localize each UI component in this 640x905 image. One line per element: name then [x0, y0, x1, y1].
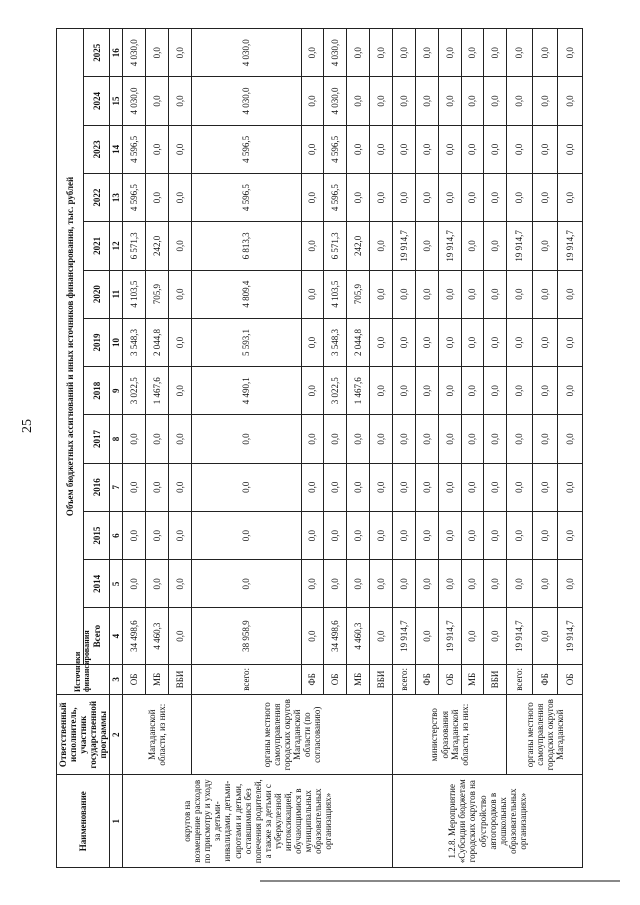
amount-cell: 0,0 [484, 222, 507, 270]
amount-cell: 0,0 [415, 270, 438, 318]
amount-cell: 0,0 [393, 173, 416, 221]
amount-cell: 19 914,7 [557, 608, 582, 664]
amount-cell: 0,0 [324, 560, 347, 608]
amount-cell: 0,0 [324, 463, 347, 511]
amount-cell: 0,0 [532, 173, 557, 221]
amount-cell: 0,0 [415, 77, 438, 125]
amount-cell: 0,0 [507, 367, 532, 415]
amount-cell: 0,0 [123, 415, 146, 463]
amount-cell: 34 498,6 [324, 608, 347, 664]
rotated-table-container [56, 28, 575, 868]
amount-cell: 0,0 [557, 560, 582, 608]
amount-cell: 0,0 [324, 511, 347, 559]
amount-cell: 0,0 [370, 29, 393, 77]
amount-cell: 0,0 [438, 29, 461, 77]
amount-cell: 5 593,1 [192, 318, 302, 366]
amount-cell: 0,0 [438, 560, 461, 608]
column-number: 11 [110, 270, 123, 318]
amount-cell: 0,0 [370, 560, 393, 608]
amount-cell: 4 596,5 [192, 125, 302, 173]
amount-cell: 6 813,3 [192, 222, 302, 270]
amount-cell: 0,0 [461, 270, 484, 318]
amount-cell: 0,0 [557, 125, 582, 173]
amount-cell: 0,0 [192, 511, 302, 559]
amount-cell: 19 914,7 [507, 222, 532, 270]
amount-cell: 0,0 [415, 125, 438, 173]
amount-cell: 0,0 [169, 560, 192, 608]
table-row [123, 29, 146, 868]
amount-cell: 242,0 [146, 222, 169, 270]
amount-cell: 3 548,3 [324, 318, 347, 366]
amount-cell: 6 571,3 [324, 222, 347, 270]
amount-cell: 0,0 [301, 318, 324, 366]
amount-cell: 0,0 [461, 608, 484, 664]
amount-cell: 0,0 [393, 270, 416, 318]
table-row [507, 29, 532, 868]
financing-source: ВБИ [370, 664, 393, 694]
amount-cell: 0,0 [192, 463, 302, 511]
amount-cell: 0,0 [532, 222, 557, 270]
amount-cell: 3 022,5 [123, 367, 146, 415]
header-year: 2025 [83, 29, 110, 77]
amount-cell: 705,9 [146, 270, 169, 318]
amount-cell: 0,0 [415, 222, 438, 270]
amount-cell: 0,0 [532, 463, 557, 511]
column-number: 4 [110, 608, 123, 664]
amount-cell: 0,0 [484, 511, 507, 559]
header-year: 2019 [83, 318, 110, 366]
amount-cell: 0,0 [532, 511, 557, 559]
amount-cell: 1 467,6 [347, 367, 370, 415]
executor: Магаданской области, из них: [123, 694, 192, 774]
amount-cell: 4 030,0 [123, 77, 146, 125]
measure-name: 1.2.8. Мероприятие «Субсидии бюджетам городских округов на обустройство автогородков в дошкольных образовательных организациях» [393, 775, 583, 868]
financing-source: МБ [146, 664, 169, 694]
amount-cell: 0,0 [393, 29, 416, 77]
financing-source: всего: [507, 664, 532, 694]
financing-table [56, 28, 583, 868]
amount-cell: 0,0 [438, 125, 461, 173]
amount-cell: 0,0 [507, 29, 532, 77]
amount-cell: 0,0 [557, 29, 582, 77]
amount-cell: 0,0 [461, 29, 484, 77]
amount-cell: 0,0 [415, 173, 438, 221]
amount-cell: 0,0 [370, 318, 393, 366]
amount-cell: 0,0 [415, 415, 438, 463]
amount-cell: 0,0 [370, 222, 393, 270]
amount-cell: 0,0 [532, 270, 557, 318]
amount-cell: 0,0 [146, 511, 169, 559]
financing-source: ФБ [415, 664, 438, 694]
amount-cell: 0,0 [146, 173, 169, 221]
executor: органы местного самоуправления городских округов Магаданской [507, 694, 583, 774]
header-year: 2021 [83, 222, 110, 270]
amount-cell: 0,0 [169, 608, 192, 664]
amount-cell: 0,0 [532, 560, 557, 608]
amount-cell: 34 498,6 [123, 608, 146, 664]
table-head [57, 29, 123, 868]
amount-cell: 0,0 [370, 511, 393, 559]
amount-cell: 0,0 [461, 463, 484, 511]
amount-cell: 0,0 [557, 173, 582, 221]
amount-cell: 0,0 [438, 318, 461, 366]
amount-cell: 0,0 [532, 415, 557, 463]
amount-cell: 0,0 [393, 560, 416, 608]
amount-cell: 0,0 [347, 415, 370, 463]
amount-cell: 0,0 [301, 560, 324, 608]
header-year: 2023 [83, 125, 110, 173]
amount-cell: 0,0 [169, 415, 192, 463]
amount-cell: 0,0 [532, 367, 557, 415]
column-number: 14 [110, 125, 123, 173]
amount-cell: 242,0 [347, 222, 370, 270]
scan-edge-line [260, 880, 620, 882]
amount-cell: 0,0 [461, 318, 484, 366]
column-number: 9 [110, 367, 123, 415]
column-number: 15 [110, 77, 123, 125]
amount-cell: 0,0 [393, 125, 416, 173]
amount-cell: 0,0 [557, 318, 582, 366]
amount-cell: 0,0 [557, 367, 582, 415]
header-name: Наименование [57, 775, 110, 868]
amount-cell: 0,0 [123, 463, 146, 511]
amount-cell: 0,0 [324, 415, 347, 463]
amount-cell: 0,0 [301, 222, 324, 270]
amount-cell: 0,0 [557, 463, 582, 511]
financing-source: ОБ [123, 664, 146, 694]
amount-cell: 0,0 [301, 29, 324, 77]
header-year: 2020 [83, 270, 110, 318]
amount-cell: 0,0 [484, 318, 507, 366]
amount-cell: 0,0 [438, 77, 461, 125]
amount-cell: 0,0 [301, 125, 324, 173]
amount-cell: 0,0 [557, 77, 582, 125]
amount-cell: 0,0 [507, 560, 532, 608]
financing-source: МБ [461, 664, 484, 694]
financing-source: ВБИ [484, 664, 507, 694]
amount-cell: 0,0 [347, 560, 370, 608]
amount-cell: 0,0 [169, 77, 192, 125]
amount-cell: 0,0 [484, 125, 507, 173]
amount-cell: 0,0 [347, 77, 370, 125]
header-executor: Ответственный исполнитель, участник государственной программы [57, 694, 110, 774]
amount-cell: 0,0 [370, 608, 393, 664]
amount-cell: 4 030,0 [324, 29, 347, 77]
amount-cell: 0,0 [438, 173, 461, 221]
amount-cell: 0,0 [532, 318, 557, 366]
amount-cell: 0,0 [484, 463, 507, 511]
amount-cell: 0,0 [347, 173, 370, 221]
column-number: 7 [110, 463, 123, 511]
amount-cell: 0,0 [415, 511, 438, 559]
financing-source: ВБИ [169, 664, 192, 694]
amount-cell: 0,0 [438, 270, 461, 318]
amount-cell: 19 914,7 [438, 222, 461, 270]
amount-cell: 19 914,7 [507, 608, 532, 664]
amount-cell: 0,0 [301, 173, 324, 221]
financing-source: МБ [347, 664, 370, 694]
amount-cell: 0,0 [507, 125, 532, 173]
amount-cell: 0,0 [370, 367, 393, 415]
amount-cell: 0,0 [146, 77, 169, 125]
amount-cell: 0,0 [461, 511, 484, 559]
amount-cell: 0,0 [532, 608, 557, 664]
amount-cell: 4 460,3 [347, 608, 370, 664]
amount-cell: 2 044,8 [347, 318, 370, 366]
amount-cell: 705,9 [347, 270, 370, 318]
amount-cell: 0,0 [169, 511, 192, 559]
amount-cell: 3 548,3 [123, 318, 146, 366]
amount-cell: 0,0 [123, 560, 146, 608]
amount-cell: 0,0 [484, 608, 507, 664]
measure-name: округов на возмещение расходов по присмотру и уходу за детьми-инвалидами, детьми-сиротами и детьми, оставшимися без попечения родителей, а также за детьми с туберкулезной интоксикацией, обучающимися в муниципальных образовательных организациях» [123, 775, 393, 868]
header-year: 2016 [83, 463, 110, 511]
financing-source: ОБ [324, 664, 347, 694]
financing-source: ОБ [557, 664, 582, 694]
executor: министерство образования Магаданской области, из них: [393, 694, 507, 774]
amount-cell: 0,0 [192, 560, 302, 608]
header-year: 2015 [83, 511, 110, 559]
amount-cell: 0,0 [507, 415, 532, 463]
amount-cell: 4 596,5 [123, 125, 146, 173]
column-number: 10 [110, 318, 123, 366]
amount-cell: 0,0 [146, 415, 169, 463]
financing-source: ФБ [301, 664, 324, 694]
amount-cell: 0,0 [415, 367, 438, 415]
amount-cell: 0,0 [507, 77, 532, 125]
amount-cell: 19 914,7 [393, 608, 416, 664]
amount-cell: 0,0 [484, 367, 507, 415]
amount-cell: 0,0 [393, 367, 416, 415]
column-number: 13 [110, 173, 123, 221]
amount-cell: 0,0 [484, 270, 507, 318]
amount-cell: 0,0 [484, 29, 507, 77]
amount-cell: 19 914,7 [557, 222, 582, 270]
amount-cell: 0,0 [301, 270, 324, 318]
amount-cell: 0,0 [393, 511, 416, 559]
header-total: Всего [83, 608, 110, 664]
amount-cell: 4 596,5 [123, 173, 146, 221]
amount-cell: 4 030,0 [192, 29, 302, 77]
amount-cell: 2 044,8 [146, 318, 169, 366]
amount-cell: 0,0 [146, 125, 169, 173]
amount-cell: 0,0 [507, 318, 532, 366]
amount-cell: 0,0 [169, 29, 192, 77]
amount-cell: 0,0 [169, 125, 192, 173]
amount-cell: 1 467,6 [146, 367, 169, 415]
amount-cell: 4 596,5 [324, 173, 347, 221]
amount-cell: 0,0 [532, 125, 557, 173]
amount-cell: 0,0 [461, 560, 484, 608]
column-number: 2 [110, 694, 123, 774]
amount-cell: 0,0 [169, 318, 192, 366]
amount-cell: 0,0 [415, 318, 438, 366]
amount-cell: 0,0 [532, 29, 557, 77]
amount-cell: 0,0 [415, 608, 438, 664]
amount-cell: 0,0 [370, 173, 393, 221]
amount-cell: 0,0 [532, 77, 557, 125]
amount-cell: 0,0 [301, 608, 324, 664]
amount-cell: 0,0 [393, 415, 416, 463]
amount-cell: 0,0 [169, 463, 192, 511]
column-number: 8 [110, 415, 123, 463]
amount-cell: 0,0 [438, 511, 461, 559]
amount-cell: 0,0 [393, 463, 416, 511]
amount-cell: 0,0 [484, 560, 507, 608]
table-row [192, 29, 302, 868]
page-number: 25 [20, 419, 35, 433]
amount-cell: 4 809,4 [192, 270, 302, 318]
amount-cell: 0,0 [301, 511, 324, 559]
amount-cell: 4 030,0 [324, 77, 347, 125]
column-number: 3 [110, 664, 123, 694]
amount-cell: 0,0 [438, 367, 461, 415]
financing-source: всего: [192, 664, 302, 694]
amount-cell: 4 460,3 [146, 608, 169, 664]
amount-cell: 0,0 [415, 463, 438, 511]
amount-cell: 0,0 [169, 367, 192, 415]
amount-cell: 0,0 [370, 415, 393, 463]
amount-cell: 0,0 [123, 511, 146, 559]
amount-cell: 0,0 [484, 77, 507, 125]
amount-cell: 0,0 [461, 367, 484, 415]
amount-cell: 0,0 [370, 125, 393, 173]
financing-source: ФБ [532, 664, 557, 694]
amount-cell: 0,0 [301, 463, 324, 511]
column-number: 6 [110, 511, 123, 559]
amount-cell: 0,0 [370, 270, 393, 318]
amount-cell: 0,0 [461, 77, 484, 125]
amount-cell: 0,0 [484, 173, 507, 221]
amount-cell: 0,0 [557, 415, 582, 463]
amount-cell: 0,0 [461, 173, 484, 221]
amount-cell: 0,0 [301, 367, 324, 415]
amount-cell: 0,0 [461, 222, 484, 270]
amount-cell: 0,0 [146, 463, 169, 511]
amount-cell: 4 490,1 [192, 367, 302, 415]
amount-cell: 0,0 [347, 463, 370, 511]
column-number: 16 [110, 29, 123, 77]
header-source: Источники финансирования [57, 664, 110, 694]
header-year: 2024 [83, 77, 110, 125]
column-number: 5 [110, 560, 123, 608]
amount-cell: 0,0 [393, 77, 416, 125]
amount-cell: 38 958,9 [192, 608, 302, 664]
amount-cell: 0,0 [415, 29, 438, 77]
amount-cell: 0,0 [347, 125, 370, 173]
amount-cell: 4 030,0 [123, 29, 146, 77]
amount-cell: 0,0 [370, 463, 393, 511]
amount-cell: 19 914,7 [438, 608, 461, 664]
financing-source: ОБ [438, 664, 461, 694]
amount-cell: 4 596,5 [192, 173, 302, 221]
amount-cell: 3 022,5 [324, 367, 347, 415]
amount-cell: 0,0 [461, 415, 484, 463]
header-year: 2018 [83, 367, 110, 415]
amount-cell: 0,0 [415, 560, 438, 608]
amount-cell: 0,0 [146, 560, 169, 608]
amount-cell: 0,0 [393, 318, 416, 366]
amount-cell: 4 596,5 [324, 125, 347, 173]
amount-cell: 0,0 [557, 511, 582, 559]
amount-cell: 0,0 [347, 511, 370, 559]
amount-cell: 0,0 [507, 463, 532, 511]
amount-cell: 0,0 [438, 415, 461, 463]
column-number: 1 [110, 775, 123, 868]
amount-cell: 0,0 [461, 125, 484, 173]
amount-cell: 0,0 [484, 415, 507, 463]
amount-cell: 0,0 [507, 270, 532, 318]
amount-cell: 0,0 [557, 270, 582, 318]
header-year: 2022 [83, 173, 110, 221]
table-row [393, 29, 416, 868]
amount-cell: 4 103,5 [324, 270, 347, 318]
amount-cell: 19 914,7 [393, 222, 416, 270]
amount-cell: 0,0 [438, 463, 461, 511]
amount-cell: 0,0 [169, 222, 192, 270]
header-year: 2017 [83, 415, 110, 463]
table-body [123, 29, 583, 868]
header-volume: Объем бюджетных ассигнований и иных источников финансирования, тыс. рублей [57, 29, 84, 665]
amount-cell: 4 103,5 [123, 270, 146, 318]
financing-source: всего: [393, 664, 416, 694]
amount-cell: 0,0 [146, 29, 169, 77]
column-number: 12 [110, 222, 123, 270]
amount-cell: 4 030,0 [192, 77, 302, 125]
executor: органы местного самоуправления городских округов Магаданской области (по согласованию) [192, 694, 393, 774]
amount-cell: 0,0 [169, 173, 192, 221]
amount-cell: 0,0 [169, 270, 192, 318]
amount-cell: 6 571,3 [123, 222, 146, 270]
amount-cell: 0,0 [507, 173, 532, 221]
header-year: 2014 [83, 560, 110, 608]
amount-cell: 0,0 [301, 77, 324, 125]
amount-cell: 0,0 [301, 415, 324, 463]
amount-cell: 0,0 [370, 77, 393, 125]
amount-cell: 0,0 [347, 29, 370, 77]
amount-cell: 0,0 [192, 415, 302, 463]
amount-cell: 0,0 [507, 511, 532, 559]
